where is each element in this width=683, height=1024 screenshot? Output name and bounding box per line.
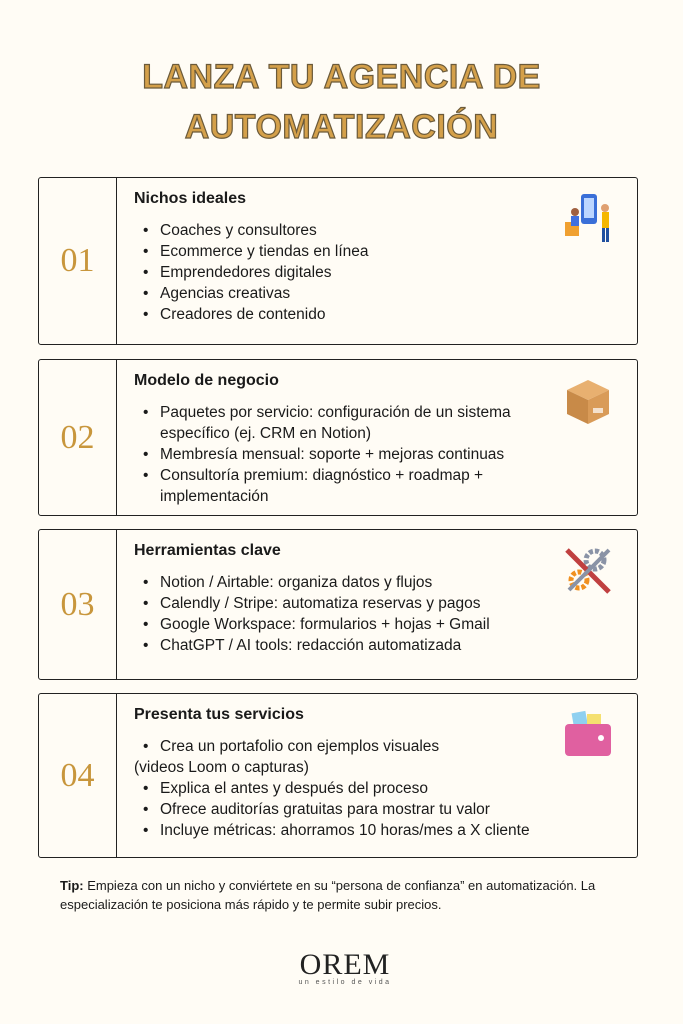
list-item: • Emprendedores digitales [134, 262, 567, 283]
list-item: • Notion / Airtable: organiza datos y flujos [134, 572, 567, 593]
list-item: • Explica el antes y después del proceso [134, 778, 567, 799]
portfolio-folder-icon [561, 708, 615, 762]
list-item: • Ecommerce y tiendas en línea [134, 241, 567, 262]
list-item: • Ofrece auditorías gratuitas para mostrar tu valor [134, 799, 567, 820]
section-heading: Herramientas clave [134, 542, 281, 559]
section-number: 01 [39, 178, 117, 344]
list-item: • ChatGPT / AI tools: redacción automatizada [134, 635, 567, 656]
section-card-01 [38, 177, 638, 345]
tip-body: Empieza con un nicho y conviértete en su “persona de confianza” en automatización. La especialización te posiciona más rápido y te permite subir precios. [60, 878, 596, 912]
logo-tagline: un estilo de vida [298, 979, 392, 986]
list-item: • Paquetes por servicio: configuración de un sistema específico (ej. CRM en Notion) [134, 402, 567, 444]
section-card-03 [38, 529, 638, 680]
tools-gears-icon [561, 544, 615, 598]
section-number: 02 [39, 360, 117, 515]
list-item: • Membresía mensual: soporte + mejoras continuas [134, 444, 567, 465]
brand-logo [295, 948, 395, 986]
logo-name: OREM [299, 948, 391, 981]
list-item: • Calendly / Stripe: automatiza reservas y pagos [134, 593, 567, 614]
list-item: • Agencias creativas [134, 283, 567, 304]
list-item: (videos Loom o capturas) [134, 759, 309, 776]
section-number: 04 [39, 694, 117, 857]
section-heading: Nichos ideales [134, 190, 247, 207]
list-item: • Coaches y consultores [134, 220, 567, 241]
section-heading: Presenta tus servicios [134, 706, 304, 723]
list-item: • Crea un portafolio con ejemplos visuales [134, 736, 567, 757]
list-item: • Incluye métricas: ahorramos 10 horas/mes a X cliente [134, 820, 567, 841]
list-item: • Consultoría premium: diagnóstico + roadmap + implementación [134, 465, 567, 507]
section-heading: Modelo de negocio [134, 372, 279, 389]
box-icon [561, 374, 615, 428]
title-line-1: LANZA TU AGENCIA DE [142, 58, 541, 96]
list-item: • Creadores de contenido [134, 304, 567, 325]
list-item: • Google Workspace: formularios + hojas + Gmail [134, 614, 567, 635]
page-title [0, 52, 683, 152]
section-card-04 [38, 693, 638, 858]
tip-text [60, 876, 620, 914]
tip-label: Tip: [60, 878, 84, 893]
section-number: 03 [39, 530, 117, 679]
title-line-2: AUTOMATIZACIÓN [184, 108, 499, 146]
section-card-02 [38, 359, 638, 516]
ecommerce-illustration-icon [561, 192, 615, 246]
